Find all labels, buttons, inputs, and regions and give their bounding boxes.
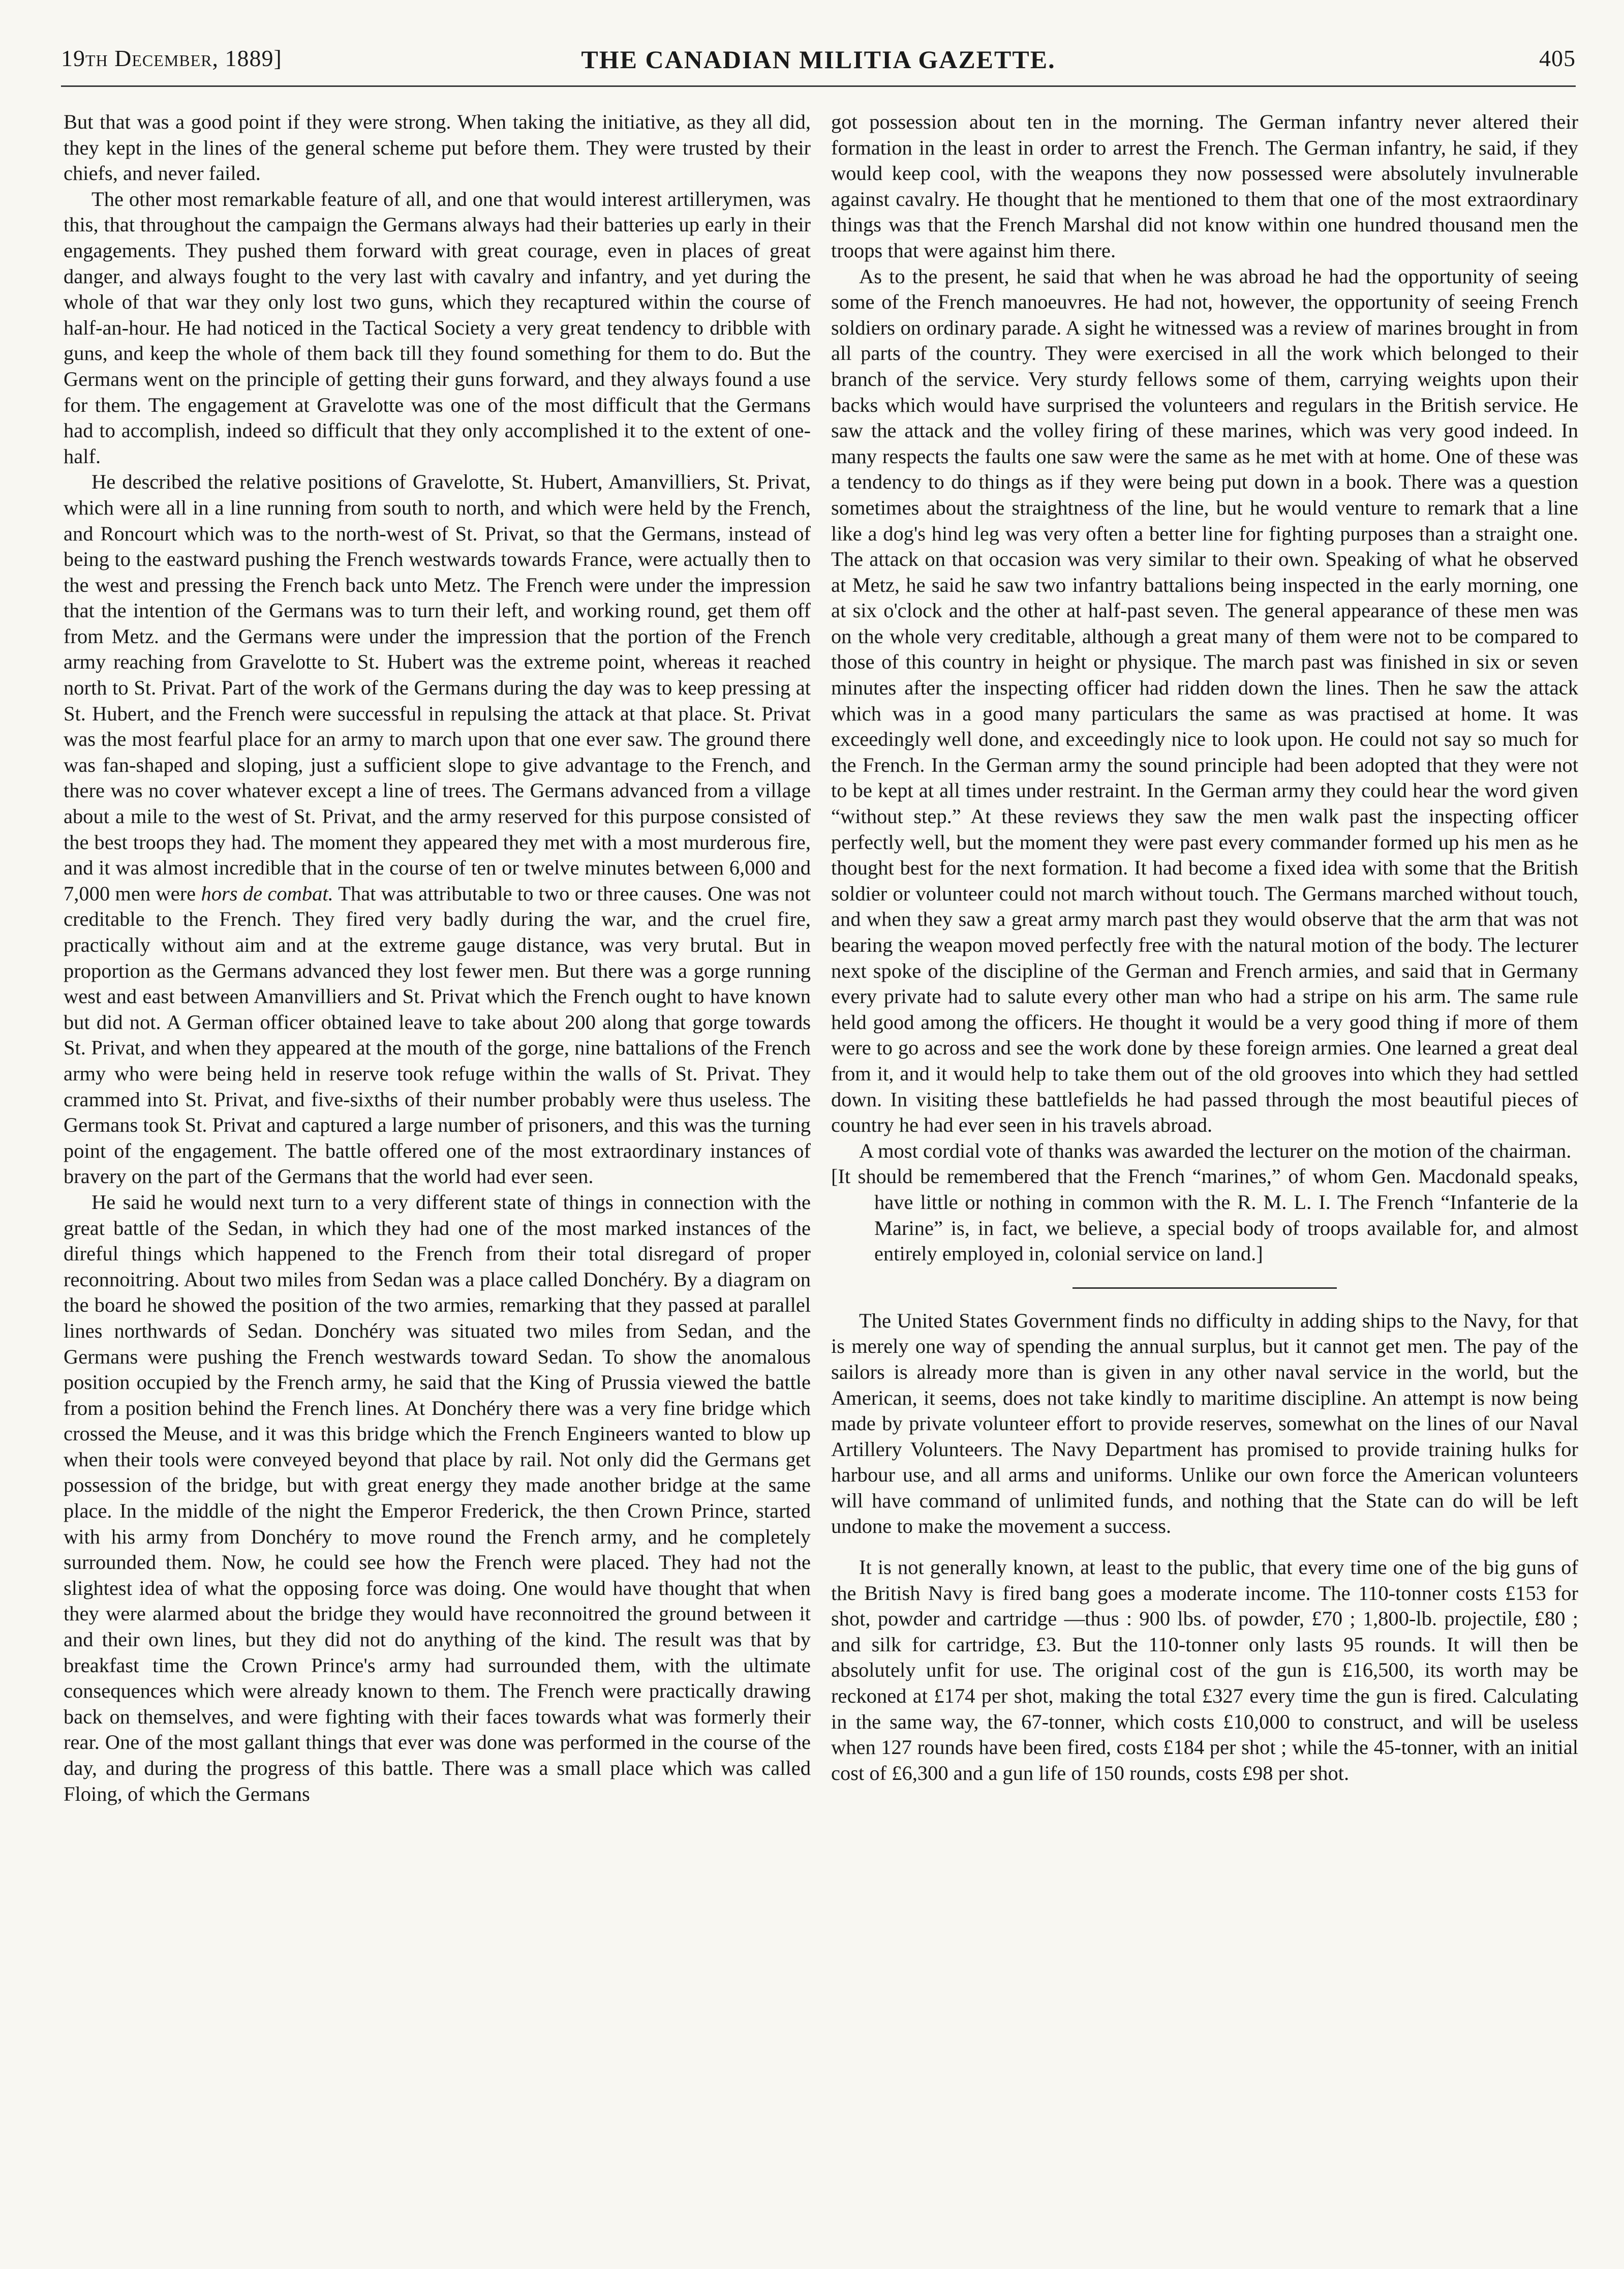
paragraph: The other most remarkable feature of all, and one that would interest artillerymen, was this, that throughout the campaign the Germans always had their batteries up early in their engagements. They pushed them forward with great courage, even in places of great danger, and always fought to the very last with cavalry and infantry, and yet during the whole of that war they only lost two guns, which they recaptured within the course of half-an-hour. He had noticed in the Tactical Society a very great tendency to dribble with guns, and keep the whole of them back till they found something for them to do. But the Germans went on the principle of getting their guns forward, and they always found a use for them. The engagement at Gravelotte was one of the most difficult that the Germans had to accomplish, indeed so difficult that they only accomplished it to the extent of one-half. (64, 187, 811, 468)
section-divider (1073, 1287, 1337, 1289)
text-run: That was attributable to two or three causes. One was not creditable to the French. They fired very badly during the war, and the cruel fire, practically without aim and at the extreme gauge distance, was very brutal. But in proportion as the Germans advanced they lost fewer men. But there was a gorge running west and east between Amanvilliers and St. Privat which the French ought to have known but did not. A German officer obtained leave to take about 200 along that gorge towards St. Privat, and when they appeared at the mouth of the gorge, nine battalions of the French army who were being held in reserve took refuge within the walls of St. Privat. They crammed into St. Privat, and five-sixths of their number probably were thus useless. The Germans took St. Privat and captured a large number of prisoners, and this was the turning point of the engagement. The battle offered one of the most extraordinary instances of bravery on the part of the Germans that the world had ever seen. (64, 882, 811, 1188)
paragraph: It is not generally known, at least to the public, that every time one of the big guns of the British Navy is fired bang goes a moderate income. The 110-tonner costs £153 for shot, powder and cartridge —thus : 900 lbs. of powder, £70 ; 1,800-lb. projectile, £80 ; and silk for cartridge, £3. But the 110-tonner only lasts 95 rounds. It will then be absolutely unfit for use. The original cost of the gun is £16,500, its worth may be reckoned at £174 per shot, making the total £327 every time the gun is fired. Calculating in the same way, the 67-tonner, which costs £10,000 to construct, and will be useless when 127 rounds have been fired, costs £184 per shot ; while the 45-tonner, with an initial cost of £6,300 and a gun life of 150 rounds, costs £98 per shot. (831, 1556, 1578, 1784)
header-rule (61, 85, 1576, 87)
paragraph: But that was a good point if they were strong. When taking the initiative, as they all did, they kept in the lines of the general scheme put before them. They were trusted by their chiefs, and never failed. (64, 110, 811, 185)
paragraph: As to the present, he said that when he was abroad he had the opportunity of seeing some of the French manoeuvres. He had not, however, the opportunity of seeing French soldiers on ordinary parade. A sight he witnessed was a review of marines brought in from all parts of the country. They were exercised in all the work which belonged to their branch of the service. Very sturdy fellows some of them, carrying weights upon their backs which would have surprised the volunteers and regulars in the British service. He saw the attack and the volley firing of these marines, which was very good indeed. In many respects the faults one saw were the same as he met with at home. One of these was a tendency to do things as if they were being put down in a book. There was a question sometimes about the straightness of the line, but he would venture to remark that a line like a dog's hind leg was very often a better line for fighting purposes than a straight one. The attack on that occasion was very similar to their own. Speaking of what he observed at Metz, he said he saw two infantry battalions being inspected in the early morning, one at six o'clock and the other at half-past seven. The general appearance of these men was on the whole very creditable, although a great many of them were not to be compared to those of this country in height or physique. The march past was finished in six or seven minutes after the inspecting officer had ridden down the lines. Then he saw the attack which was in a good many particulars the same as was practised at home. It was exceedingly well done, and exceedingly nice to look upon. He could not say so much for the French. In the German army the sound principle had been adopted that they were not to be kept at all times under restraint. In the German army they could hear the word given “without step.” At these reviews they saw the men walk past the inspecting officer perfectly well, but the moment they were past every commander formed up his men as he thought best for the next formation. It had become a fixed idea with some that the British soldier or volunteer could not march without touch. The Germans marched without touch, and when they saw a great army march past they would observe that the arm that was not bearing the weapon moved perfectly free with the natural motion of the body. The lecturer next spoke of the discipline of the German and French armies, and said that in Germany every private had to salute every other man who had a stripe on his arm. The same rule held good among the officers. He thought it would be a very good thing if more of them were to go across and see the work done by these foreign armies. One learned a great deal from it, and it would help to take them out of the old grooves into which they had settled down. In visiting these battlefields he had passed through the most beautiful pieces of country he had ever seen in his travels abroad. (831, 264, 1578, 1137)
header-date: 19th December, 1889] (61, 45, 282, 71)
paragraph: He said he would next turn to a very different state of things in connection with the great battle of the Sedan, in which they had one of the most marked instances of the direful things which happened to the French from their total disregard of proper reconnoitring. About two miles from Sedan was a place called Donchéry. By a diagram on the board he showed the position of the two armies, remarking that they passed at parallel lines northwards of Sedan. Donchéry was situated two miles from Sedan, and the Germans were pushing the French westwards toward Sedan. To show the anomalous position occupied by the French army, he said that the King of Prussia viewed the battle from a position behind the French lines. At Donchéry there was a very fine bridge which crossed the Meuse, and it was this bridge which the French Engineers wanted to blow up when their tools were conveyed beyond that place by rail. Not only did the Germans get possession of the bridge, but with great energy they made another bridge at the same place. In the middle of the night the Emperor Frederick, the then Crown Prince, started with his army from Donchéry to move round the French army, and he completely surrounded them. Now, he could see how the French were placed. They had not the slightest idea of what the opposing force was doing. One would have thought that when they were alarmed about the bridge they would have reconnoitred the ground between it and their own lines, but they did not do anything of the kind. The result was that by breakfast time the Crown Prince's army had surrounded them, with the ultimate consequences which were already known to them. The French were practically drawing back on themselves, and were fighting with their faces towards what was formerly their rear. One of the most gallant things that ever was done was performed in the course of the day, and during the progress of this battle. There was a small place which was called Floing, of which the Germans (64, 1190, 811, 1805)
paragraph (64, 469, 811, 1190)
paragraph-gap (831, 1539, 1578, 1555)
page-number: 405 (1539, 45, 1576, 71)
page-header (61, 45, 1576, 80)
paragraph: The United States Government finds no difficulty in adding ships to the Navy, for that is merely one way of spending the annual surplus, but it cannot get men. The pay of the sailors is already more than is given in any other naval service in the world, but the American, it seems, does not take kindly to maritime discipline. An attempt is now being made by private volunteer effort to provide reserves, somewhat on the lines of our Naval Artillery Volunteers. The Navy Department has promised to provide training hulks for harbour use, and all arms and uniforms. Unlike our own force the American volunteers will have command of unlimited funds, and nothing that the State can do will be left undone to make the movement a success. (831, 1309, 1578, 1538)
paragraph: got possession about ten in the morning. The German infantry never altered their formation in the least in order to arrest the French. The German infantry, he said, if they would keep cool, with the weapons they now possessed were absolutely invulnerable against cavalry. He thought that he mentioned to them that one of the most extraordinary things was that the French Marshal did not know within one hundred thousand men the troops that were against him there. (831, 110, 1578, 262)
editorial-note: [It should be remembered that the French “marines,” of whom Gen. Macdonald speaks, have little or nothing in common with the R. M. L. I. The French “Infanterie de la Marine” is, in fact, we believe, a special body of troops available for, and almost entirely employed in, colonial service on land.] (831, 1165, 1578, 1265)
column-right (831, 109, 1578, 1786)
column-left (64, 109, 811, 1807)
text-run: He described the relative positions of Gravelotte, St. Hubert, Amanvilliers, St. Privat, which were all in a line running from south to north, and which were held by the French, and Roncourt which was to the north-west of St. Privat, so that the Germans, instead of being to the eastward pushing the French westwards towards France, were actually then to the west and pressing the French back unto Metz. The French were under the impression that the intention of the Germans was to turn their left, and working round, get them off from Metz. and the Germans were under the impression that the portion of the French army reaching from Gravelotte to St. Hubert was the extreme point, whereas it reached north to St. Privat. Part of the work of the Germans during the day was to keep pressing at St. Hubert, and the French were successful in repulsing the attack at that place. St. Privat was the most fearful place for an army to march upon that one ever saw. The ground there was fan-shaped and sloping, just a sufficient slope to give advantage to the French, and there was no cover whatever except a line of trees. The Germans advanced from a village about a mile to the west of St. Privat, and the army reserved for this purpose consisted of the best troops they had. The moment they appeared they met with a most murderous fire, and it was almost incredible that in the course of ten or twelve minutes between 6,000 and 7,000 men were (64, 470, 811, 905)
italic-phrase: hors de combat. (201, 882, 333, 905)
publication-title: THE CANADIAN MILITIA GAZETTE. (581, 45, 1056, 74)
paragraph: A most cordial vote of thanks was awarded the lecturer on the motion of the chairman. (859, 1139, 1572, 1162)
